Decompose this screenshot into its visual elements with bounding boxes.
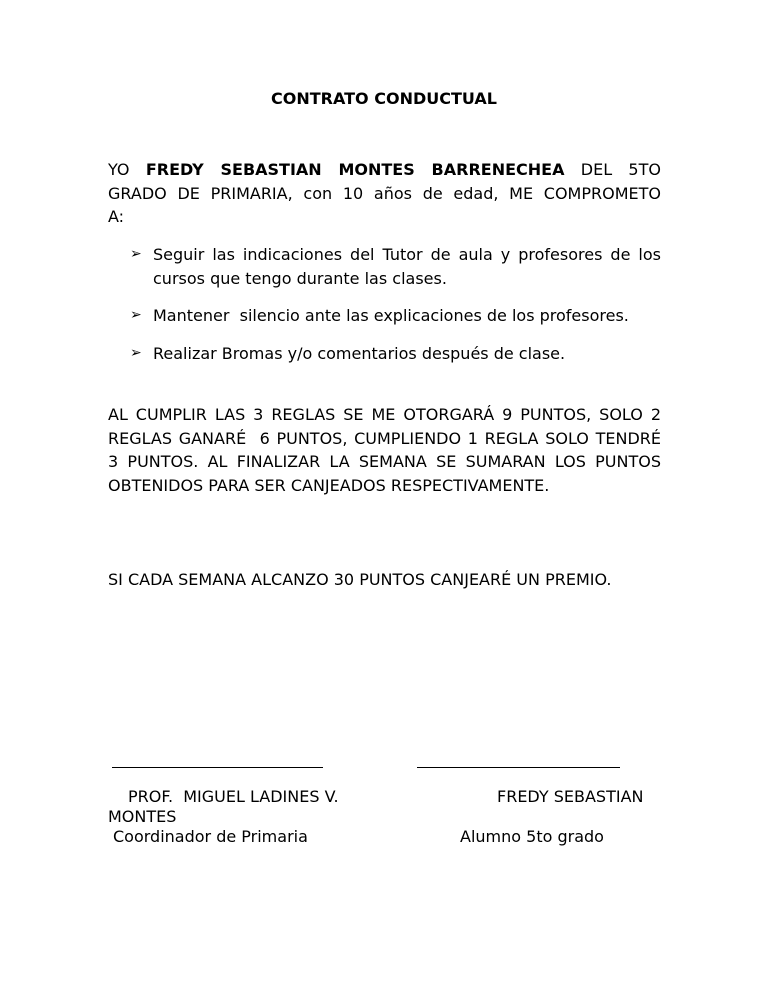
teacher-name: PROF. MIGUEL LADINES V. [128, 787, 339, 806]
list-item [130, 243, 661, 290]
student-signature-name: FREDY SEBASTIAN [497, 787, 644, 806]
intro-line-3: A: [108, 207, 125, 226]
student-role: Alumno 5to grado [460, 827, 604, 846]
intro-prefix: YO [108, 160, 130, 179]
signature-line-student [417, 767, 620, 769]
list-item [130, 304, 661, 328]
teacher-role: Coordinador de Primaria [113, 827, 308, 846]
rules-paragraph: AL CUMPLIR LAS 3 REGLAS SE ME OTORGARÁ 9 PUNTOS, SOLO 2 REGLAS GANARÉ 6 PUNTOS, CUMPLIENDO 1 REGLA SOLO TENDRÉ 3 PUNTOS. AL FINALIZAR LA SEMANA SE SUMARAN LOS PUNTOS OBTENIDOS PARA SER CANJEADOS RESPECTIVAMENTE. [108, 405, 667, 495]
commitment-text: Mantener silencio ante las explicaciones de los profesores. [153, 306, 629, 325]
list-item [130, 342, 661, 366]
commitments-list [130, 243, 661, 379]
intro-line-1 [108, 158, 661, 182]
signature-line-teacher [112, 767, 323, 769]
arrowhead-bullet-icon: ➢ [130, 344, 142, 361]
arrowhead-bullet-icon: ➢ [130, 307, 142, 323]
commitment-text: Realizar Bromas y/o comentarios después de clase. [153, 343, 566, 363]
student-signature-name-wrap: MONTES [108, 807, 177, 826]
intro-paragraph [108, 158, 661, 229]
commitment-text: Seguir las indicaciones del Tutor de aula y profesores de los cursos que tengo durante las clases. [153, 245, 661, 288]
intro-line-2: GRADO DE PRIMARIA, con 10 años de edad, ME COMPROMETO [108, 183, 661, 203]
intro-grade: DEL 5TO [580, 160, 661, 179]
prize-paragraph: SI CADA SEMANA ALCANZO 30 PUNTOS CANJEARÉ UN PREMIO. [108, 570, 612, 589]
arrowhead-bullet-icon: ➢ [130, 246, 142, 262]
document-title: CONTRATO CONDUCTUAL [271, 89, 497, 108]
student-name: FREDY SEBASTIAN MONTES BARRENECHEA [145, 160, 565, 179]
